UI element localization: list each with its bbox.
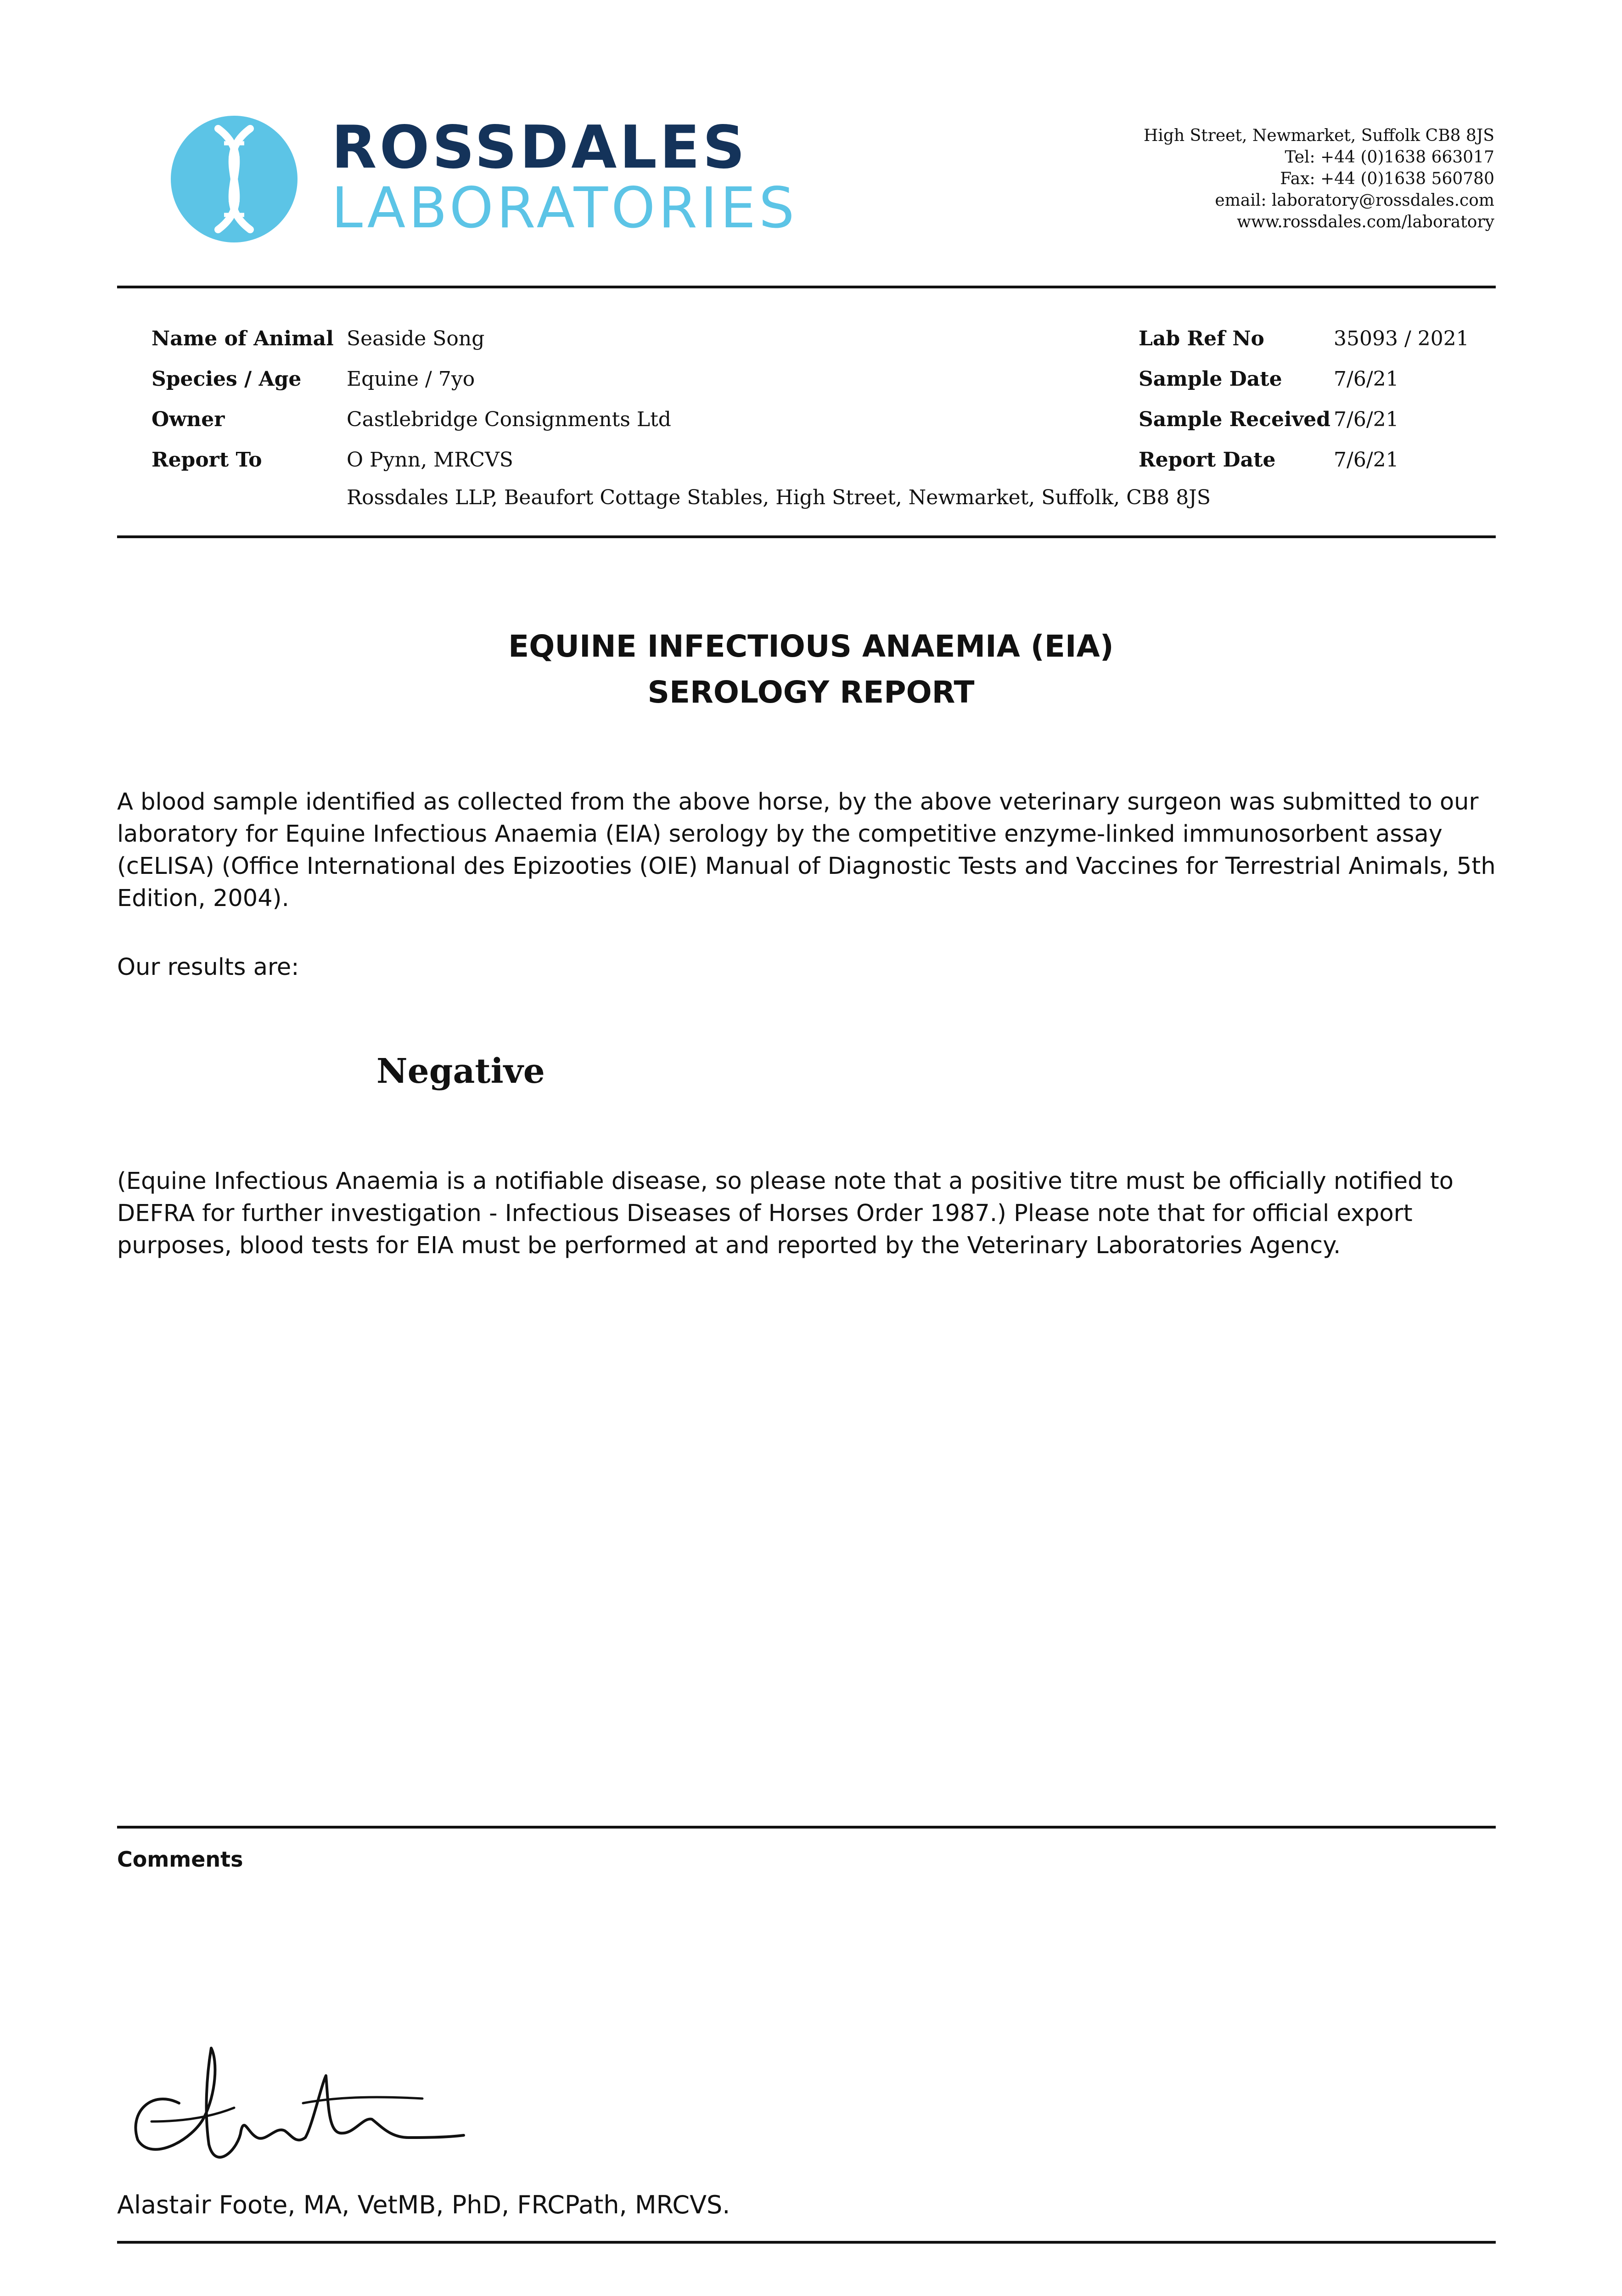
- test-result: Negative: [376, 1052, 545, 1091]
- signatory-name: Alastair Foote, MA, VetMB, PhD, FRCPath, MRCVS.: [117, 2190, 730, 2219]
- value-owner: Castlebridge Consignments Ltd: [347, 408, 671, 431]
- address-phone: Tel: +44 (0)1638 663017: [1285, 148, 1494, 167]
- report-title-line2: SEROLOGY REPORT: [647, 675, 975, 710]
- value-lab-ref: 35093 / 2021: [1334, 327, 1469, 350]
- value-sample-date: 7/6/21: [1334, 367, 1399, 391]
- divider-bottom: [117, 2241, 1496, 2244]
- logo-wordmark-rossdales: ROSSDALES: [331, 113, 748, 182]
- label-report-to: Report To: [152, 448, 262, 472]
- value-sample-received: 7/6/21: [1334, 408, 1399, 431]
- intro-paragraph: A blood sample identified as collected from the above horse, by the above veterinary surgeon was submitted to our laboratory for Equine Infectious Anaemia (EIA) serology by the competitive enzyme-linked immunosorbent assay (cELISA) (Office International des Epizooties (OIE) Manual of Diagnostic Tests and Vaccines for Terrestrial Animals, 5th Edition, 2004).: [117, 788, 1496, 912]
- report-title: [0, 624, 1622, 715]
- logo: [170, 110, 836, 248]
- divider-comments: [117, 1826, 1496, 1829]
- label-sample-date: Sample Date: [1139, 367, 1282, 391]
- value-species-age: Equine / 7yo: [347, 367, 475, 391]
- address-fax: Fax: +44 (0)1638 560780: [1280, 169, 1494, 188]
- label-sample-received: Sample Received: [1139, 408, 1331, 431]
- results-intro: Our results are:: [117, 954, 299, 981]
- label-lab-ref: Lab Ref No: [1139, 327, 1264, 350]
- lab-address: [1144, 125, 1494, 233]
- address-line: High Street, Newmarket, Suffolk CB8 8JS: [1144, 126, 1494, 145]
- report-title-line1: EQUINE INFECTIOUS ANAEMIA (EIA): [508, 629, 1114, 664]
- address-email: email: laboratory@rossdales.com: [1215, 191, 1494, 210]
- value-report-date: 7/6/21: [1334, 448, 1399, 472]
- label-species-age: Species / Age: [152, 367, 302, 391]
- divider-top: [117, 286, 1496, 288]
- signature-image: [124, 2034, 482, 2186]
- divider-details: [117, 535, 1496, 538]
- notifiable-note: (Equine Infectious Anaemia is a notifiable disease, so please note that a positive titre must be officially notified to DEFRA for further investigation - Infectious Diseases of Horses Order 1987.) Please note that for official export purposes, blood tests for EIA must be performed at and reported by the Veterinary Laboratories Agency.: [117, 1168, 1454, 1259]
- label-name-of-animal: Name of Animal: [152, 327, 334, 350]
- value-name-of-animal: Seaside Song: [347, 327, 485, 350]
- value-report-to-address: Rossdales LLP, Beaufort Cottage Stables, High Street, Newmarket, Suffolk, CB8 8JS: [347, 486, 1211, 509]
- label-report-date: Report Date: [1139, 448, 1276, 472]
- value-report-to: O Pynn, MRCVS: [347, 448, 513, 472]
- dna-logo-icon: [170, 115, 298, 243]
- logo-wordmark-laboratories: LABORATORIES: [331, 175, 798, 241]
- label-owner: Owner: [152, 408, 225, 431]
- address-website: www.rossdales.com/laboratory: [1237, 213, 1494, 231]
- comments-label: Comments: [117, 1847, 243, 1872]
